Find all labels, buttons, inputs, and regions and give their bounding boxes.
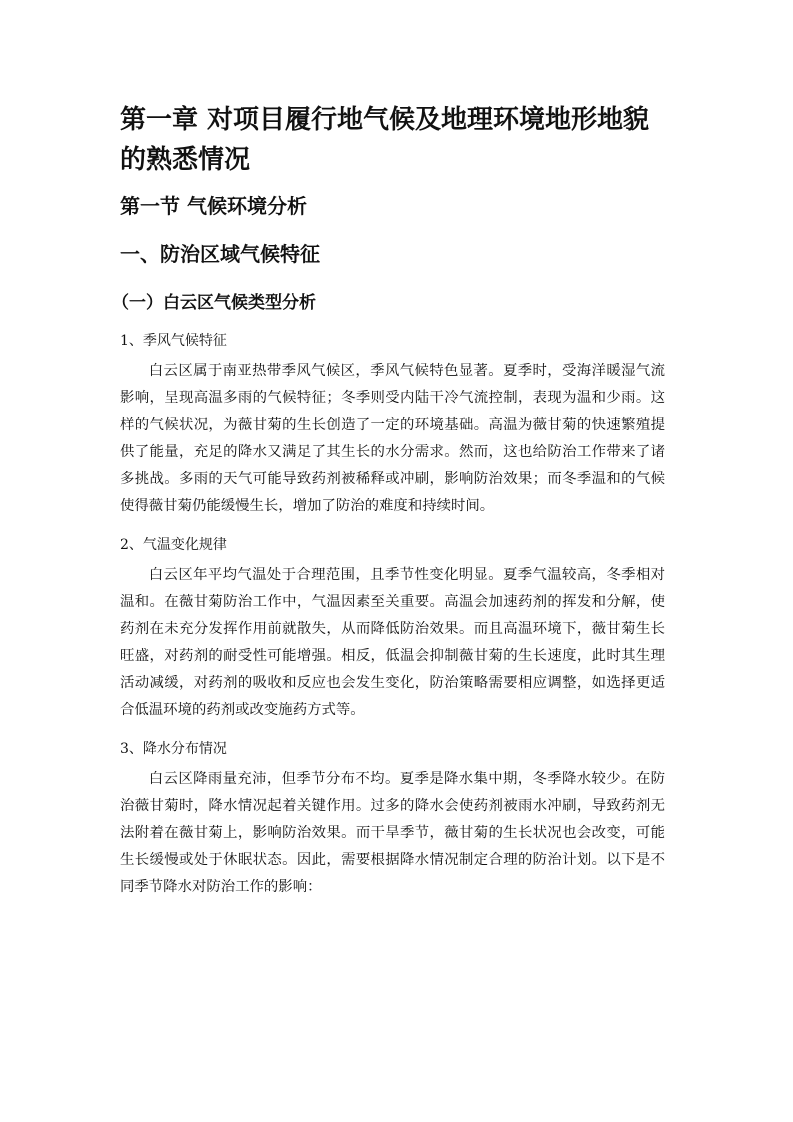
chapter-title: 第一章 对项目履行地气候及地理环境地形地貌的熟悉情况 <box>120 105 650 175</box>
level1-heading: 一、防治区域气候特征 <box>120 242 320 266</box>
item-precipitation <box>120 738 665 901</box>
section-title: 第一节 气候环境分析 <box>120 194 307 218</box>
item-heading: 3、降水分布情况 <box>120 741 227 757</box>
document-body <box>112 100 665 901</box>
item-monsoon <box>120 330 665 520</box>
level2-heading: （一）白云区气候类型分析 <box>112 293 316 313</box>
item-paragraph: 白云区降雨量充沛，但季节分布不均。夏季是降水集中期，冬季降水较少。在防治薇甘菊时，降水情况起着关键作用。过多的降水会使药剂被雨水冲刷，导致药剂无法附着在薇甘菊上，影响防治效果。而干旱季节，薇甘菊的生长状况也会改变，可能生长缓慢或处于休眠状态。因此，需要根据降水情况制定合理的防治计划。以下是不同季节降水对防治工作的影响： <box>120 771 665 895</box>
item-temperature <box>120 534 665 724</box>
item-heading: 1、季风气候特征 <box>120 333 227 349</box>
item-heading: 2、气温变化规律 <box>120 537 227 553</box>
item-paragraph: 白云区年平均气温处于合理范围，且季节性变化明显。夏季气温较高，冬季相对温和。在薇甘菊防治工作中，气温因素至关重要。高温会加速药剂的挥发和分解，使药剂在未充分发挥作用前就散失，从而降低防治效果。而且高温环境下，薇甘菊生长旺盛，对药剂的耐受性可能增强。相反，低温会抑制薇甘菊的生长速度，此时其生理活动减缓，对药剂的吸收和反应也会发生变化，防治策略需要相应调整，如选择更适合低温环境的药剂或改变施药方式等。 <box>120 567 665 718</box>
item-paragraph: 白云区属于南亚热带季风气候区，季风气候特色显著。夏季时，受海洋暖湿气流影响，呈现高温多雨的气候特征；冬季则受内陆干冷气流控制，表现为温和少雨。这样的气候状况，为薇甘菊的生长创造了一定的环境基础。高温为薇甘菊的快速繁殖提供了能量，充足的降水又满足了其生长的水分需求。然而，这也给防治工作带来了诸多挑战。多雨的天气可能导致药剂被稀释或冲刷，影响防治效果；而冬季温和的气候使得薇甘菊仍能缓慢生长，增加了防治的难度和持续时间。 <box>120 363 665 514</box>
